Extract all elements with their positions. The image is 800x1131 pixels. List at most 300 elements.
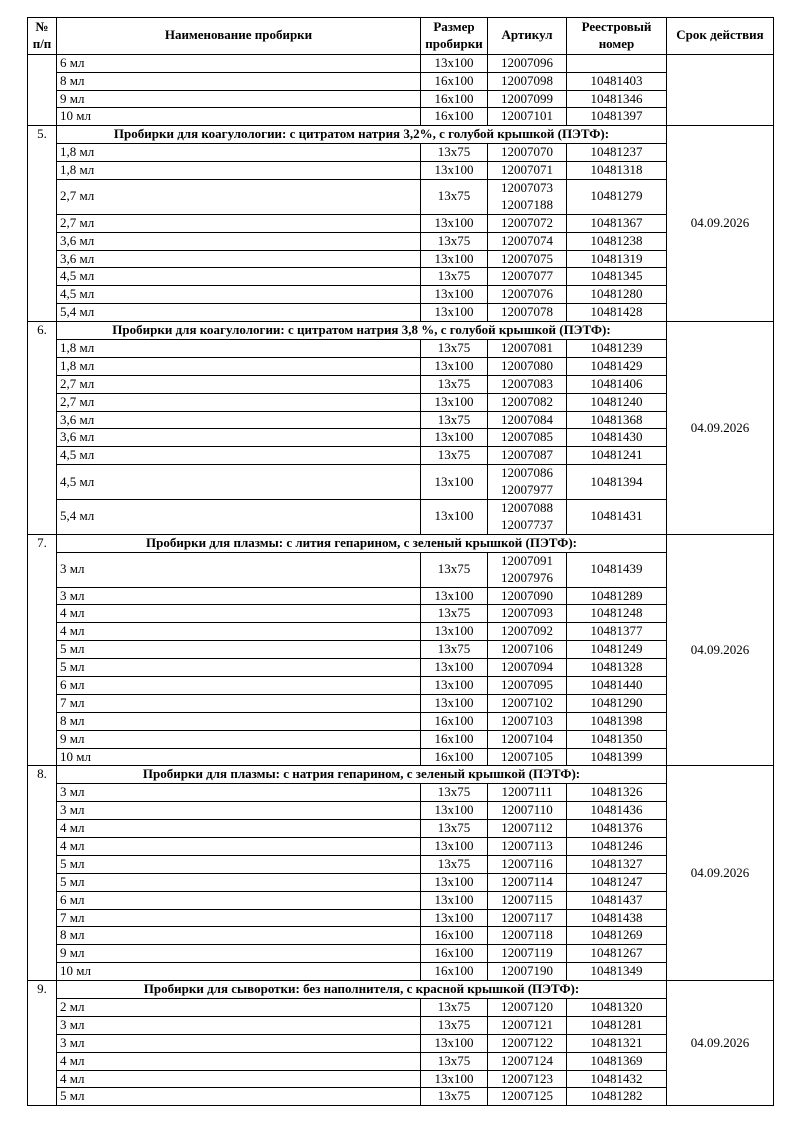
article-number: 12007106 [501, 641, 553, 657]
cell-tube-size: 13x100 [421, 286, 488, 304]
cell-article [488, 891, 567, 909]
cell-article [488, 144, 567, 162]
cell-tube-size: 13x100 [421, 393, 488, 411]
cell-tube-name: 3 мл [57, 784, 421, 802]
cell-tube-size: 13x75 [421, 144, 488, 162]
table-row [28, 429, 774, 447]
validity-date: 04.09.2026 [667, 766, 774, 981]
table-row [28, 1052, 774, 1070]
cell-tube-size: 13x75 [421, 1016, 488, 1034]
cell-article [488, 909, 567, 927]
article-number: 12007110 [501, 802, 553, 818]
cell-registry-number: 10481279 [567, 180, 667, 215]
table-row [28, 748, 774, 766]
article-number: 12007082 [501, 393, 553, 409]
cell-tube-size: 13x100 [421, 891, 488, 909]
article-number: 12007071 [501, 162, 553, 178]
table-row [28, 712, 774, 730]
col-header-num: № п/п [28, 18, 57, 55]
table-body [28, 54, 774, 1106]
cell-tube-name: 4,5 мл [57, 268, 421, 286]
cell-registry-number: 10481430 [567, 429, 667, 447]
cell-registry-number: 10481377 [567, 623, 667, 641]
section-title: Пробирки для плазмы: с натрия гепарином, с зеленый крышкой (ПЭТФ): [57, 766, 667, 784]
cell-tube-size: 13x100 [421, 1034, 488, 1052]
article-number: 12007188 [501, 196, 553, 212]
cell-tube-size: 13x100 [421, 54, 488, 72]
cell-registry-number: 10481368 [567, 411, 667, 429]
cell-tube-name: 4,5 мл [57, 286, 421, 304]
cell-article [488, 54, 567, 72]
cell-registry-number: 10481241 [567, 447, 667, 465]
cell-tube-name: 4 мл [57, 1070, 421, 1088]
table-row [28, 162, 774, 180]
table-row [28, 393, 774, 411]
header-row [28, 18, 774, 55]
table-row [28, 286, 774, 304]
table-row [28, 465, 774, 500]
table-row [28, 144, 774, 162]
cell-tube-name: 9 мл [57, 730, 421, 748]
cell-registry-number: 10481247 [567, 873, 667, 891]
article-number: 12007076 [501, 286, 553, 302]
cell-tube-size: 16x100 [421, 90, 488, 108]
cell-tube-size: 13x100 [421, 837, 488, 855]
cell-article [488, 694, 567, 712]
table-row [28, 963, 774, 981]
table-row [28, 730, 774, 748]
article-number: 12007113 [501, 837, 553, 853]
cell-registry-number: 10481281 [567, 1016, 667, 1034]
cell-article [488, 232, 567, 250]
cell-tube-size: 16x100 [421, 730, 488, 748]
cell-article [488, 465, 567, 500]
article-number: 12007075 [501, 250, 553, 266]
cell-registry-number: 10481327 [567, 855, 667, 873]
table-row [28, 587, 774, 605]
section-header-row [28, 766, 774, 784]
article-number: 12007102 [501, 694, 553, 710]
cell-tube-name: 2,7 мл [57, 375, 421, 393]
table-row [28, 214, 774, 232]
cell-article [488, 623, 567, 641]
cell-tube-name: 5 мл [57, 1088, 421, 1106]
cell-tube-name: 9 мл [57, 90, 421, 108]
article-number: 12007094 [501, 659, 553, 675]
table-row [28, 659, 774, 677]
cell-tube-size: 13x100 [421, 162, 488, 180]
article-number: 12007095 [501, 676, 553, 692]
cell-tube-name: 3,6 мл [57, 250, 421, 268]
cell-tube-size: 13x75 [421, 998, 488, 1016]
table-row [28, 250, 774, 268]
cell-tube-size: 13x75 [421, 1052, 488, 1070]
cell-registry-number: 10481289 [567, 587, 667, 605]
cell-tube-size: 13x100 [421, 1070, 488, 1088]
cell-registry-number: 10481321 [567, 1034, 667, 1052]
cell-article [488, 605, 567, 623]
cell-registry-number: 10481269 [567, 927, 667, 945]
cell-tube-size: 13x75 [421, 605, 488, 623]
cell-tube-name: 4,5 мл [57, 447, 421, 465]
cell-registry-number: 10481319 [567, 250, 667, 268]
cell-article [488, 1070, 567, 1088]
cell-tube-name: 5 мл [57, 641, 421, 659]
section-number: 9. [28, 981, 57, 1106]
cell-article [488, 214, 567, 232]
cell-tube-name: 9 мл [57, 945, 421, 963]
cell-registry-number: 10481290 [567, 694, 667, 712]
article-number: 12007103 [501, 712, 553, 728]
table-header [28, 18, 774, 55]
cell-registry-number: 10481440 [567, 676, 667, 694]
cell-registry-number: 10481432 [567, 1070, 667, 1088]
cell-tube-size: 13x100 [421, 802, 488, 820]
cell-article [488, 552, 567, 587]
cell-registry-number: 10481397 [567, 108, 667, 126]
section-title: Пробирки для коагулологии: с цитратом натрия 3,2%, с голубой крышкой (ПЭТФ): [57, 126, 667, 144]
article-number: 12007977 [501, 482, 553, 498]
cell-tube-size: 13x75 [421, 375, 488, 393]
article-number: 12007101 [501, 108, 553, 124]
section-number: 8. [28, 766, 57, 981]
cell-article [488, 429, 567, 447]
cell-article [488, 659, 567, 677]
cell-registry-number [567, 54, 667, 72]
cell-tube-size: 16x100 [421, 712, 488, 730]
cell-tube-name: 3 мл [57, 587, 421, 605]
cell-tube-name: 5 мл [57, 659, 421, 677]
cell-article [488, 587, 567, 605]
cell-article [488, 712, 567, 730]
cell-tube-size: 13x75 [421, 268, 488, 286]
cell-tube-name: 5,4 мл [57, 304, 421, 322]
cell-registry-number: 10481436 [567, 802, 667, 820]
article-number: 12007112 [501, 820, 553, 836]
cell-article [488, 802, 567, 820]
cell-tube-name: 1,8 мл [57, 340, 421, 358]
article-number: 12007077 [501, 268, 553, 284]
validity-date: 04.09.2026 [667, 534, 774, 766]
section-title: Пробирки для сыворотки: без наполнителя, с красной крышкой (ПЭТФ): [57, 981, 667, 999]
col-header-name: Наименование пробирки [57, 18, 421, 55]
article-number: 12007120 [501, 998, 553, 1014]
cell-registry-number: 10481345 [567, 268, 667, 286]
section-number: 5. [28, 126, 57, 322]
cell-registry-number: 10481320 [567, 998, 667, 1016]
validity-date: 04.09.2026 [667, 126, 774, 322]
cell-registry-number: 10481367 [567, 214, 667, 232]
section-title: Пробирки для коагулологии: с цитратом натрия 3,8 %, с голубой крышкой (ПЭТФ): [57, 322, 667, 340]
cell-tube-size: 13x75 [421, 447, 488, 465]
section-header-row [28, 981, 774, 999]
cell-tube-name: 7 мл [57, 694, 421, 712]
cell-tube-size: 13x100 [421, 694, 488, 712]
cell-tube-size: 13x75 [421, 820, 488, 838]
cell-article [488, 393, 567, 411]
cell-registry-number: 10481438 [567, 909, 667, 927]
article-number: 12007976 [501, 569, 553, 585]
table-row [28, 1034, 774, 1052]
cell-tube-size: 16x100 [421, 72, 488, 90]
cell-tube-name: 10 мл [57, 108, 421, 126]
cell-registry-number: 10481249 [567, 641, 667, 659]
cell-tube-name: 4,5 мл [57, 465, 421, 500]
article-number: 12007190 [501, 963, 553, 979]
article-number: 12007091 [501, 552, 553, 568]
cell-tube-size: 13x100 [421, 909, 488, 927]
cell-tube-name: 3 мл [57, 1016, 421, 1034]
cell-article [488, 250, 567, 268]
article-number: 12007098 [501, 72, 553, 88]
table-row [28, 623, 774, 641]
article-number: 12007125 [501, 1088, 553, 1104]
cell-tube-size: 13x75 [421, 784, 488, 802]
cell-registry-number: 10481238 [567, 232, 667, 250]
cell-tube-size: 13x100 [421, 357, 488, 375]
cell-tube-name: 3,6 мл [57, 429, 421, 447]
article-number: 12007124 [501, 1052, 553, 1068]
cell-registry-number: 10481246 [567, 837, 667, 855]
cell-tube-name: 1,8 мл [57, 162, 421, 180]
article-number: 12007078 [501, 304, 553, 320]
article-number: 12007084 [501, 411, 553, 427]
table-row [28, 802, 774, 820]
cell-article [488, 304, 567, 322]
cell-article [488, 180, 567, 215]
col-header-validity: Срок действия [667, 18, 774, 55]
cell-tube-size: 13x100 [421, 304, 488, 322]
cell-tube-name: 6 мл [57, 676, 421, 694]
table-row [28, 304, 774, 322]
col-header-registry: Реестровый номер [567, 18, 667, 55]
cell-tube-name: 10 мл [57, 748, 421, 766]
cell-tube-size: 13x100 [421, 465, 488, 500]
cell-tube-name: 3 мл [57, 552, 421, 587]
table-row [28, 909, 774, 927]
section-number [28, 54, 57, 126]
cell-registry-number: 10481369 [567, 1052, 667, 1070]
article-number: 12007114 [501, 873, 553, 889]
validity-date [667, 54, 774, 126]
table-row [28, 1016, 774, 1034]
cell-article [488, 837, 567, 855]
article-number: 12007074 [501, 232, 553, 248]
table-row [28, 945, 774, 963]
cell-tube-size: 13x100 [421, 873, 488, 891]
cell-tube-name: 1,8 мл [57, 144, 421, 162]
cell-tube-name: 2 мл [57, 998, 421, 1016]
section-number: 7. [28, 534, 57, 766]
cell-tube-size: 13x75 [421, 855, 488, 873]
cell-article [488, 748, 567, 766]
cell-registry-number: 10481328 [567, 659, 667, 677]
table-row [28, 552, 774, 587]
article-number: 12007092 [501, 623, 553, 639]
article-number: 12007073 [501, 180, 553, 196]
table-row [28, 694, 774, 712]
cell-tube-name: 2,7 мл [57, 180, 421, 215]
table-row [28, 54, 774, 72]
cell-article [488, 500, 567, 535]
cell-article [488, 108, 567, 126]
cell-registry-number: 10481429 [567, 357, 667, 375]
table-row [28, 108, 774, 126]
table-row [28, 268, 774, 286]
cell-tube-name: 10 мл [57, 963, 421, 981]
cell-tube-name: 7 мл [57, 909, 421, 927]
cell-tube-size: 16x100 [421, 108, 488, 126]
table-row [28, 375, 774, 393]
cell-tube-size: 13x100 [421, 250, 488, 268]
table-row [28, 1070, 774, 1088]
table-row [28, 1088, 774, 1106]
cell-article [488, 784, 567, 802]
cell-article [488, 90, 567, 108]
cell-registry-number: 10481349 [567, 963, 667, 981]
cell-article [488, 855, 567, 873]
cell-tube-size: 13x75 [421, 1088, 488, 1106]
article-number: 12007737 [501, 516, 553, 532]
cell-tube-name: 4 мл [57, 820, 421, 838]
section-number: 6. [28, 322, 57, 535]
cell-registry-number: 10481428 [567, 304, 667, 322]
article-number: 12007099 [501, 90, 553, 106]
cell-tube-size: 13x100 [421, 659, 488, 677]
cell-tube-size: 13x75 [421, 552, 488, 587]
cell-tube-name: 5 мл [57, 873, 421, 891]
cell-tube-size: 13x75 [421, 411, 488, 429]
cell-article [488, 730, 567, 748]
article-number: 12007117 [501, 909, 553, 925]
cell-tube-name: 5,4 мл [57, 500, 421, 535]
table-row [28, 232, 774, 250]
article-number: 12007105 [501, 748, 553, 764]
article-number: 12007104 [501, 730, 553, 746]
cell-article [488, 447, 567, 465]
cell-registry-number: 10481248 [567, 605, 667, 623]
section-header-row [28, 322, 774, 340]
article-number: 12007116 [501, 855, 553, 871]
cell-tube-size: 13x100 [421, 623, 488, 641]
cell-tube-size: 13x100 [421, 214, 488, 232]
cell-tube-name: 3 мл [57, 802, 421, 820]
table-row [28, 855, 774, 873]
cell-tube-name: 3 мл [57, 1034, 421, 1052]
table-row [28, 411, 774, 429]
cell-article [488, 72, 567, 90]
validity-date: 04.09.2026 [667, 981, 774, 1106]
article-number: 12007072 [501, 214, 553, 230]
cell-tube-size: 13x75 [421, 180, 488, 215]
cell-article [488, 375, 567, 393]
article-number: 12007111 [501, 784, 553, 800]
table-row [28, 90, 774, 108]
cell-tube-name: 8 мл [57, 927, 421, 945]
cell-tube-name: 2,7 мл [57, 393, 421, 411]
cell-article [488, 411, 567, 429]
cell-tube-size: 16x100 [421, 927, 488, 945]
cell-tube-name: 1,8 мл [57, 357, 421, 375]
table-row [28, 605, 774, 623]
cell-tube-size: 13x75 [421, 232, 488, 250]
table-row [28, 676, 774, 694]
cell-registry-number: 10481240 [567, 393, 667, 411]
cell-tube-name: 5 мл [57, 855, 421, 873]
cell-registry-number: 10481318 [567, 162, 667, 180]
cell-registry-number: 10481398 [567, 712, 667, 730]
cell-tube-name: 4 мл [57, 605, 421, 623]
cell-registry-number: 10481399 [567, 748, 667, 766]
cell-article [488, 998, 567, 1016]
article-number: 12007123 [501, 1070, 553, 1086]
validity-date: 04.09.2026 [667, 322, 774, 535]
article-number: 12007080 [501, 357, 553, 373]
cell-tube-name: 8 мл [57, 712, 421, 730]
cell-tube-size: 16x100 [421, 963, 488, 981]
article-number: 12007086 [501, 465, 553, 481]
cell-registry-number: 10481437 [567, 891, 667, 909]
cell-tube-size: 16x100 [421, 748, 488, 766]
cell-article [488, 820, 567, 838]
cell-tube-size: 13x100 [421, 500, 488, 535]
cell-article [488, 357, 567, 375]
cell-tube-name: 6 мл [57, 54, 421, 72]
cell-registry-number: 10481267 [567, 945, 667, 963]
table-row [28, 357, 774, 375]
cell-article [488, 676, 567, 694]
cell-registry-number: 10481346 [567, 90, 667, 108]
table-row [28, 340, 774, 358]
cell-registry-number: 10481376 [567, 820, 667, 838]
cell-tube-name: 4 мл [57, 837, 421, 855]
cell-tube-size: 13x100 [421, 429, 488, 447]
cell-registry-number: 10481350 [567, 730, 667, 748]
tubes-table [27, 17, 774, 1106]
cell-article [488, 641, 567, 659]
article-number: 12007070 [501, 144, 553, 160]
table-row [28, 820, 774, 838]
table-row [28, 72, 774, 90]
cell-article [488, 162, 567, 180]
article-number: 12007118 [501, 927, 553, 943]
cell-registry-number: 10481239 [567, 340, 667, 358]
cell-registry-number: 10481280 [567, 286, 667, 304]
article-number: 12007093 [501, 605, 553, 621]
article-number: 12007122 [501, 1034, 553, 1050]
cell-tube-name: 2,7 мл [57, 214, 421, 232]
cell-article [488, 1088, 567, 1106]
cell-article [488, 945, 567, 963]
table-row [28, 784, 774, 802]
table-row [28, 180, 774, 215]
cell-tube-size: 13x100 [421, 676, 488, 694]
cell-registry-number: 10481403 [567, 72, 667, 90]
cell-registry-number: 10481439 [567, 552, 667, 587]
cell-registry-number: 10481406 [567, 375, 667, 393]
article-number: 12007121 [501, 1016, 553, 1032]
cell-tube-name: 8 мл [57, 72, 421, 90]
col-header-size: Размер пробирки [421, 18, 488, 55]
cell-article [488, 1052, 567, 1070]
table-row [28, 873, 774, 891]
article-number: 12007088 [501, 500, 553, 516]
section-header-row [28, 126, 774, 144]
table-row [28, 837, 774, 855]
article-number: 12007087 [501, 447, 553, 463]
article-number: 12007081 [501, 340, 553, 356]
cell-tube-name: 4 мл [57, 623, 421, 641]
